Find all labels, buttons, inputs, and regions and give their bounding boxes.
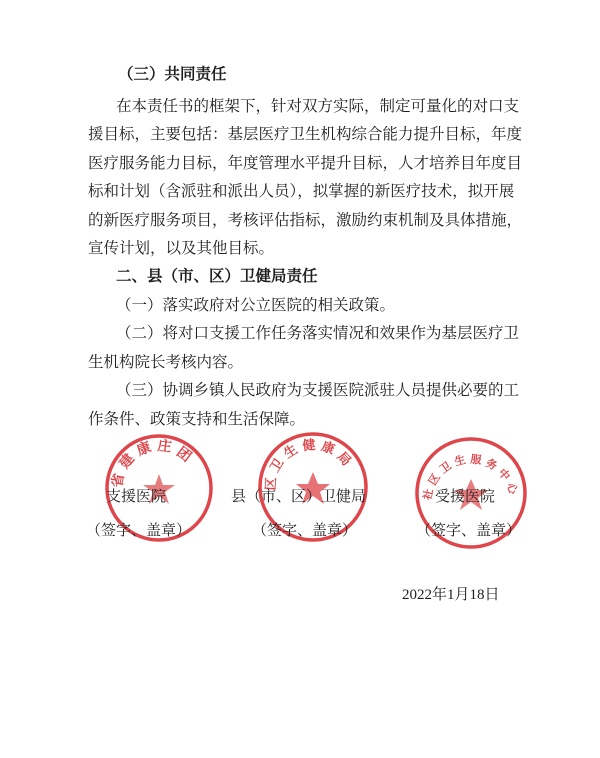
svg-text:省 建 康 庄 团 — [109, 437, 195, 489]
right-signer-name: 受援医院 — [435, 487, 496, 505]
right-seal-text: 社 区 卫 生 服 务 中 心 — [420, 452, 520, 502]
paragraph-line: 在本责任书的框架下，针对双方实际，制定可量化的对口支 — [116, 97, 520, 115]
list-item-continuation: 作条件、政策支持和生活保障。 — [88, 410, 306, 428]
paragraph-line: 医疗服务能力目标，年度管理水平提升目标，人才培养目年度目 — [88, 154, 523, 172]
paragraph-line: 宣传计划，以及其他目标。 — [88, 239, 275, 257]
left-seal-text: 省 建 康 庄 团 — [109, 437, 195, 489]
middle-signer-name: 县（市、区）卫健局 — [231, 487, 367, 505]
paragraph-line: 的新医疗服务项目，考核评估指标，激励约束机制及具体措施， — [88, 211, 523, 229]
document-date: 2022年1月18日 — [402, 587, 500, 603]
svg-text:区 卫 生 健 康 局 — [263, 437, 354, 491]
paragraph-line: 标和计划（含派驻和派出人员），拟掌握的新医疗技术，拟开展 — [88, 182, 515, 200]
right-signer-sign: （签字、盖章） — [416, 521, 522, 539]
section-heading-health-bureau: 二、县（市、区）卫健局责任 — [116, 266, 318, 285]
list-item: （三）协调乡镇人民政府为支援医院派驻人员提供必要的工 — [116, 381, 520, 399]
list-item: （二）将对口支援工作任务落实情况和效果作为基层医疗卫 — [116, 324, 520, 342]
list-item: （一）落实政府对公立医院的相关政策。 — [116, 296, 396, 314]
left-signer-sign: （签字、盖章） — [86, 521, 192, 539]
middle-seal-text: 区 卫 生 健 康 局 — [263, 437, 354, 491]
middle-signer-sign: （签字、盖章） — [252, 521, 358, 539]
paragraph-line: 援目标，主要包括：基层医疗卫生机构综合能力提升目标，年度 — [88, 125, 523, 143]
left-signer-name: 支援医院 — [106, 487, 167, 505]
section-heading-joint-responsibility: （三）共同责任 — [118, 64, 227, 83]
list-item-continuation: 生机构院长考核内容。 — [88, 353, 244, 371]
